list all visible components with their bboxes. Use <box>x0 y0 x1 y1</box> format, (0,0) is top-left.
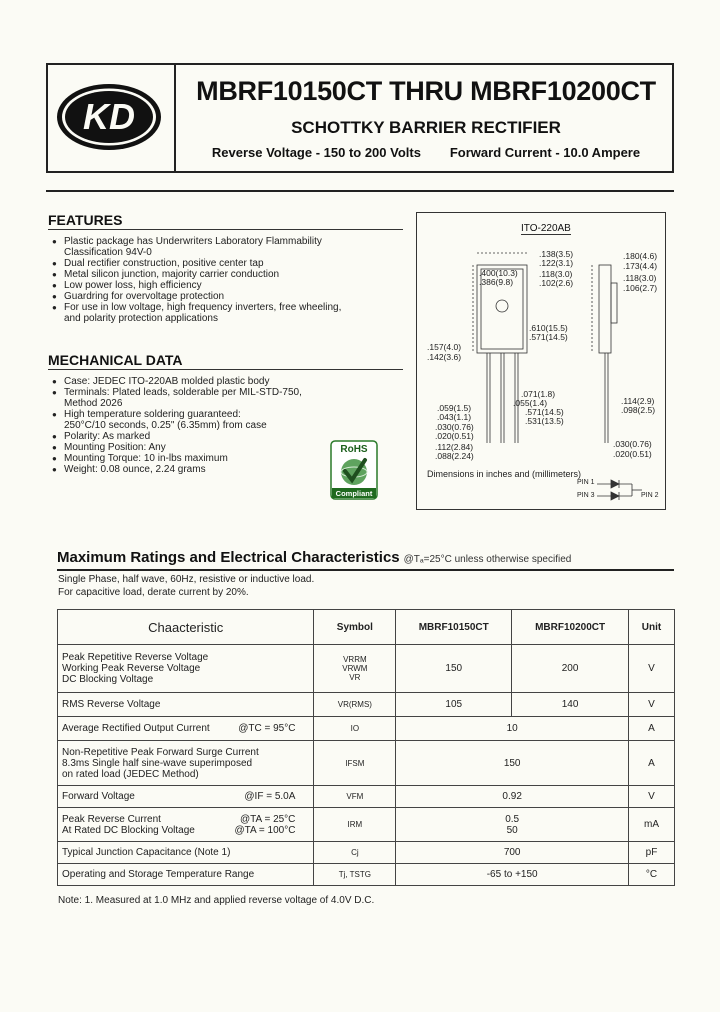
cell-characteristic: Operating and Storage Temperature Range <box>58 864 314 886</box>
char-line: Non-Repetitive Peak Forward Surge Current <box>62 746 259 758</box>
col-symbol: Symbol <box>314 610 396 645</box>
dim-label: .059(1.5) <box>437 403 472 413</box>
cell-characteristic: RMS Reverse Voltage <box>58 693 314 717</box>
dim-label: .180(4.6) <box>623 251 658 261</box>
feature-item: ● For use in low voltage, high frequency inverters, free wheeling, <box>52 302 397 313</box>
char-line: Working Peak Reverse Voltage <box>62 663 201 674</box>
ratings-table <box>57 609 675 886</box>
char-line: DC Blocking Voltage <box>62 674 154 685</box>
rohs-badge <box>330 440 378 500</box>
table-header-row <box>58 610 675 645</box>
cell-symbol: IO <box>314 717 396 741</box>
ratings-note-1: Single Phase, half wave, 60Hz, resistive or inductive load. <box>58 574 315 585</box>
package-name: ITO-220AB <box>521 223 571 234</box>
condition: @IF = 5.0A <box>244 791 296 802</box>
mechanical-heading-text: MECHANICAL DATA <box>48 352 183 368</box>
mechanical-item: ● High temperature soldering guaranteed: <box>52 409 342 420</box>
mechanical-heading <box>48 352 403 370</box>
table-row <box>58 786 675 808</box>
cell-unit: °C <box>629 864 675 886</box>
dim-label: .571(14.5) <box>529 332 568 342</box>
features-heading <box>48 212 403 230</box>
dim-label: .030(0.76) <box>613 439 652 449</box>
feature-item: ● Plastic package has Underwriters Laboratory Flammability <box>52 236 397 247</box>
feature-item: and polarity protection applications <box>64 313 218 324</box>
dim-label: .386(9.8) <box>479 277 514 287</box>
dim-label: .531(13.5) <box>525 416 564 426</box>
mechanical-item: ● Mounting Position: Any <box>52 442 342 453</box>
header-rule <box>46 190 674 192</box>
cell-symbol: Cj <box>314 842 396 864</box>
cell-value: 150 <box>396 645 512 693</box>
mechanical-item: Method 2026 <box>64 398 123 409</box>
dim-label: .030(0.76) <box>435 422 474 432</box>
ratings-condition: @Tₐ=25°C unless otherwise specified <box>403 554 572 565</box>
cell-symbol: Tj, TSTG <box>314 864 396 886</box>
col-characteristic: Chaacteristic <box>58 610 314 645</box>
dim-label: .112(2.84) <box>435 442 474 452</box>
mechanical-list <box>52 376 342 475</box>
cell-value: 0.92 <box>396 786 629 808</box>
dim-label: .173(4.4) <box>623 261 658 271</box>
table-row <box>58 645 675 693</box>
page-subtitle: SCHOTTKY BARRIER RECTIFIER <box>291 118 561 137</box>
dim-label: .157(4.0) <box>427 342 462 352</box>
dim-label: .571(14.5) <box>525 407 564 417</box>
dim-label: .610(15.5) <box>529 323 568 333</box>
forward-current-spec: Forward Current - 10.0 Ampere <box>449 145 641 160</box>
cell-unit: A <box>629 717 675 741</box>
condition: @TA = 100°C <box>234 824 296 836</box>
cell-unit: A <box>629 741 675 786</box>
cell-symbol <box>314 645 396 693</box>
logo-cell <box>46 63 176 173</box>
cell-value <box>396 808 629 842</box>
col-mbrf10150ct: MBRF10150CT <box>396 610 512 645</box>
feature-item: ● Low power loss, high efficiency <box>52 280 397 291</box>
cell-value: 140 <box>512 693 629 717</box>
mechanical-item: ● Weight: 0.08 ounce, 2.24 grams <box>52 464 342 475</box>
col-mbrf10200ct: MBRF10200CT <box>512 610 629 645</box>
cell-unit: V <box>629 693 675 717</box>
rohs-compliant: Compliant <box>335 489 373 498</box>
mechanical-item: ● Mounting Torque: 10 in-lbs maximum <box>52 453 342 464</box>
cell-symbol: VFM <box>314 786 396 808</box>
footnote: Note: 1. Measured at 1.0 MHz and applied reverse voltage of 4.0V D.C. <box>58 895 375 906</box>
char-line: 8.3ms Single half sine-wave superimposed <box>62 757 253 769</box>
char-line: Peak Repetitive Reverse Voltage <box>62 652 209 663</box>
value-line: 50 <box>506 824 518 836</box>
condition: @TC = 95°C <box>238 723 296 734</box>
table-row <box>58 741 675 786</box>
condition: @TA = 25°C <box>240 813 296 825</box>
cell-unit: V <box>629 786 675 808</box>
cell-symbol: IRM <box>314 808 396 842</box>
dim-label: .106(2.7) <box>623 283 658 293</box>
dim-label: .020(0.51) <box>613 449 652 459</box>
cell-characteristic: Typical Junction Capacitance (Note 1) <box>58 842 314 864</box>
dimension-note: Dimensions in inches and (millimeters) <box>427 469 582 479</box>
cell-unit: V <box>629 645 675 693</box>
cell-symbol: IFSM <box>314 741 396 786</box>
symbol-line: VR <box>349 673 361 682</box>
dim-label: .043(1.1) <box>437 412 472 422</box>
col-unit: Unit <box>629 610 675 645</box>
cell-characteristic <box>58 808 314 842</box>
dim-label: .102(2.6) <box>539 278 574 288</box>
package-drawing <box>416 212 666 510</box>
value-line: 0.5 <box>505 813 520 825</box>
features-heading-text: FEATURES <box>48 212 123 228</box>
header-specs <box>178 145 674 160</box>
cell-value: 150 <box>396 741 629 786</box>
char-line: At Rated DC Blocking Voltage <box>62 824 195 836</box>
char-line: Peak Reverse Current <box>62 813 161 825</box>
cell-symbol: VR(RMS) <box>314 693 396 717</box>
rohs-label: RoHS <box>340 444 368 455</box>
dim-label: .088(2.24) <box>435 451 474 461</box>
mechanical-item: 250°C/10 seconds, 0.25" (6.35mm) from case <box>64 420 267 431</box>
pin3-label: PIN 3 <box>577 492 595 499</box>
ratings-heading <box>57 549 674 571</box>
dim-label: .118(3.0) <box>623 273 657 283</box>
dim-label: .114(2.9) <box>621 396 655 406</box>
table-row <box>58 693 675 717</box>
page-title: MBRF10150CT THRU MBRF10200CT <box>196 76 656 106</box>
table-row <box>58 864 675 886</box>
char-line: on rated load (JEDEC Method) <box>62 768 199 780</box>
feature-item: Classification 94V-0 <box>64 247 152 258</box>
cell-value: 105 <box>396 693 512 717</box>
dim-label: .138(3.5) <box>539 249 574 259</box>
cell-unit: pF <box>629 842 675 864</box>
cell-value: 10 <box>396 717 629 741</box>
cell-characteristic <box>58 645 314 693</box>
table-row <box>58 808 675 842</box>
char-line: Forward Voltage <box>62 791 135 802</box>
table-row <box>58 717 675 741</box>
cell-characteristic <box>58 786 314 808</box>
symbol-line: VRWM <box>342 664 368 673</box>
dim-label: .020(0.51) <box>435 431 474 441</box>
mechanical-item: ● Terminals: Plated leads, solderable per MIL-STD-750, <box>52 387 342 398</box>
table-row <box>58 842 675 864</box>
mechanical-item: ● Case: JEDEC ITO-220AB molded plastic body <box>52 376 342 387</box>
kd-logo <box>46 63 172 169</box>
cell-value: 200 <box>512 645 629 693</box>
ratings-note-2: For capacitive load, derate current by 20%. <box>58 587 249 598</box>
feature-item: ● Dual rectifier construction, positive center tap <box>52 258 397 269</box>
cell-value: 700 <box>396 842 629 864</box>
dim-label: .055(1.4) <box>513 398 548 408</box>
feature-item: ● Guardring for overvoltage protection <box>52 291 397 302</box>
char-line: Average Rectified Output Current <box>62 723 210 734</box>
pin1-label: PIN 1 <box>577 479 595 486</box>
reverse-voltage-spec: Reverse Voltage - 150 to 200 Volts <box>211 145 421 160</box>
mechanical-item: ● Polarity: As marked <box>52 431 342 442</box>
features-list <box>52 236 397 324</box>
cell-value: -65 to +150 <box>396 864 629 886</box>
dim-label: .098(2.5) <box>621 405 656 415</box>
cell-characteristic <box>58 741 314 786</box>
dim-label: .071(1.8) <box>521 389 556 399</box>
dim-label: .118(3.0) <box>539 269 573 279</box>
cell-characteristic <box>58 717 314 741</box>
symbol-line: VRRM <box>343 655 367 664</box>
cell-unit: mA <box>629 808 675 842</box>
logo-text: KD <box>83 96 135 137</box>
dim-label: .400(10.3) <box>479 268 518 278</box>
feature-item: ● Metal silicon junction, majority carrier conduction <box>52 269 397 280</box>
pin2-label: PIN 2 <box>641 492 659 499</box>
dim-label: .122(3.1) <box>539 258 574 268</box>
ratings-title: Maximum Ratings and Electrical Characteristics <box>57 549 400 566</box>
dim-label: .142(3.6) <box>427 352 462 362</box>
